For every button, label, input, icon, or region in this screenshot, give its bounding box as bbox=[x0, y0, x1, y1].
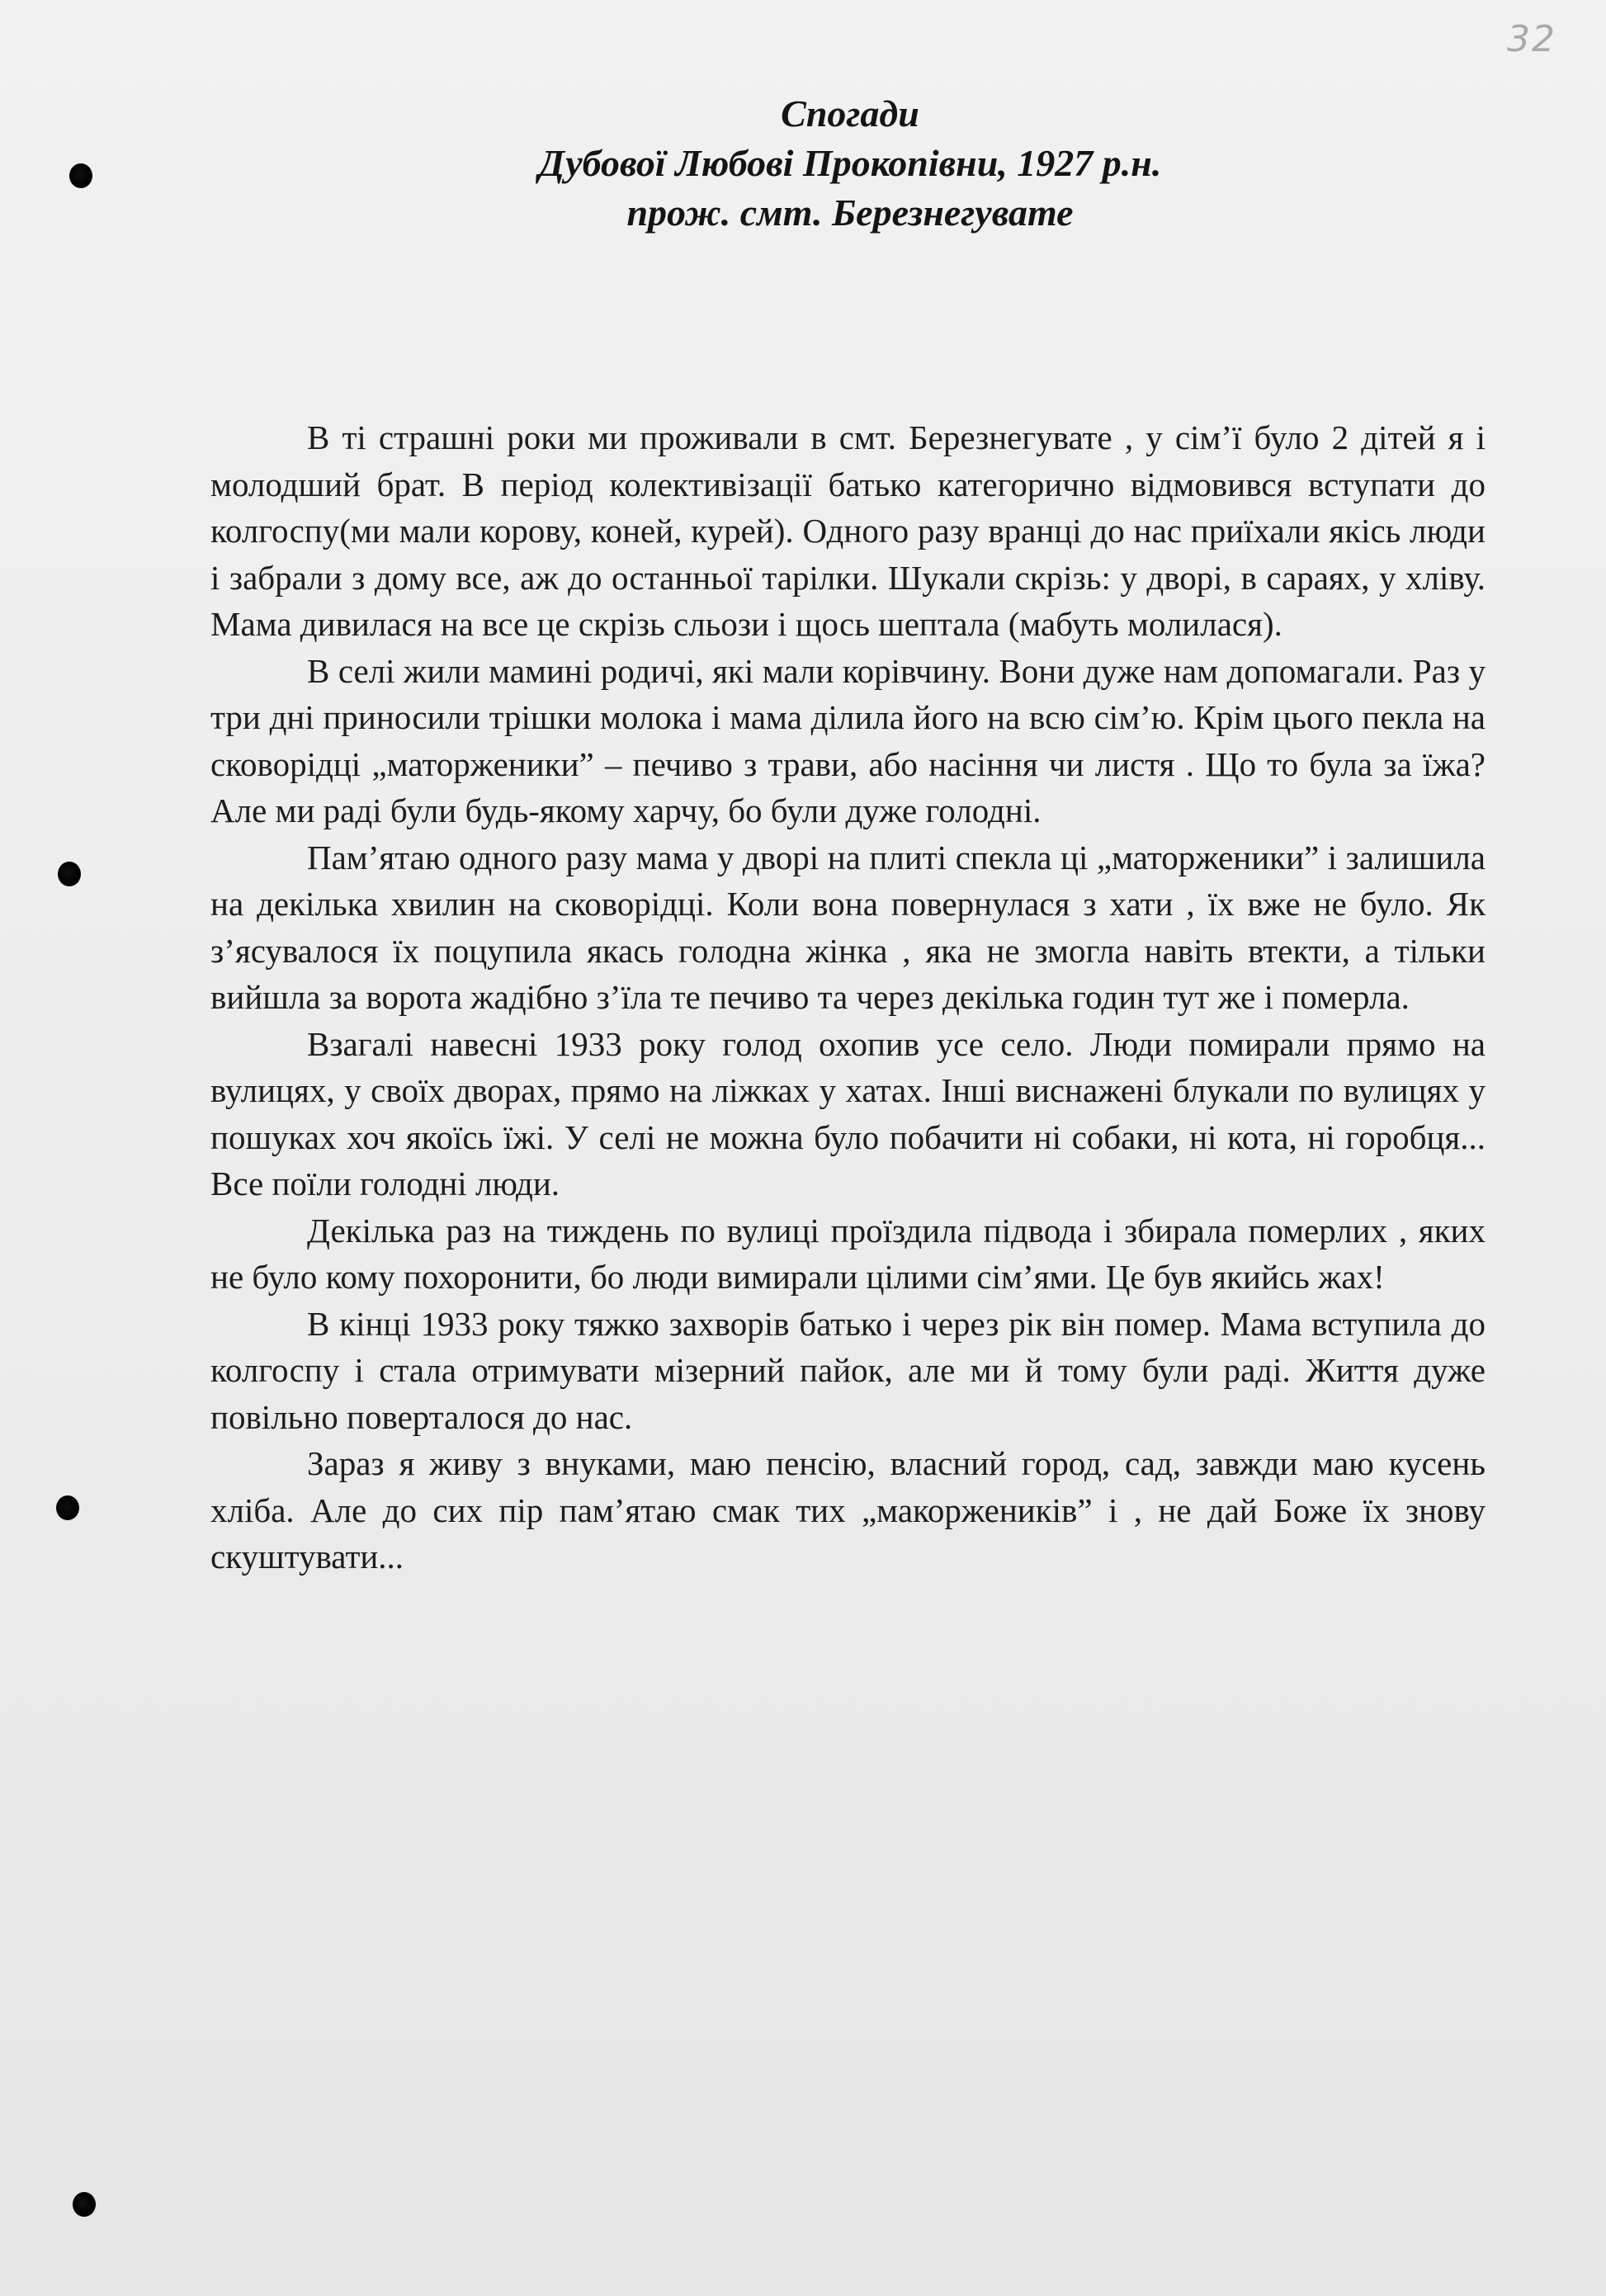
title-line-heading: Спогади bbox=[781, 92, 919, 135]
page-number: 32 bbox=[1507, 18, 1556, 60]
document-title bbox=[0, 89, 1606, 238]
paragraph: В селі жили мамині родичі, які мали корівчину. Вони дуже нам допомагали. Раз у три дні приносили трішки молока і мама ділила його на всю сім’ю. Крім цього пекла на сковорідці „маторженики” – печиво з трави, або насіння чи листя . Що то була за їжа? Але ми раді були будь-якому харчу, бо були дуже голодні. bbox=[210, 651, 1486, 829]
punch-hole bbox=[73, 2192, 96, 2217]
paragraph: Пам’ятаю одного разу мама у дворі на плиті спекла ці „маторженики” і залишила на декілька хвилин на сковорідці. Коли вона повернулася з хати , їх вже не було. Як з’ясувалося їх поцупила якась голодна жінка , яка не змогла навіть втекти, а тільки вийшла за ворота жадібно з’їла те печиво та через декілька годин тут же і померла. bbox=[210, 838, 1486, 1016]
paragraph: В кінці 1933 року тяжко захворів батько і через рік він помер. Мама вступила до колгоспу і стала отримувати мізерний пайок, але ми й тому були раді. Життя дуже повільно поверталося до нас. bbox=[210, 1304, 1486, 1436]
title-line-residence: прож. смт. Березнегувате bbox=[626, 191, 1074, 234]
punch-hole bbox=[56, 1495, 79, 1520]
paragraph: В ті страшні роки ми проживали в смт. Березнегувате , у сім’ї було 2 дітей я і молодший брат. В період колективізації батько категорично відмовився вступати до колгоспу(ми мали корову, коней, курей). Одного разу вранці до нас приїхали якісь люди і забрали з дому все, аж до останньої тарілки. Шукали скрізь: у дворі, в сараях, у хліву. Мама дивилася на все це скрізь сльози і щось шептала (мабуть молилася). bbox=[210, 418, 1486, 643]
punch-hole bbox=[58, 862, 81, 886]
title-line-name: Дубової Любові Прокопівни, 1927 р.н. bbox=[538, 142, 1162, 184]
paragraph: Зараз я живу з внуками, маю пенсію, власний город, сад, завжди маю кусень хліба. Але до сих пір пам’ятаю смак тих „макоржеників” і , не дай Боже їх знову скуштувати... bbox=[210, 1444, 1486, 1576]
paragraph: Взагалі навесні 1933 року голод охопив усе село. Люди помирали прямо на вулицях, у своїх дворах, прямо на ліжках у хатах. Інші виснажені блукали по вулицях у пошуках хоч якоїсь їжі. У селі не можна було побачити ні собаки, ні кота, ні горобця... Все поїли голодні люди. bbox=[210, 1024, 1486, 1202]
paragraph: Декілька раз на тиждень по вулиці проїздила підвода і збирала померлих , яких не було кому похоронити, бо люди вимирали цілими сім’ями. Це був якийсь жах! bbox=[210, 1211, 1486, 1296]
document-body bbox=[210, 414, 1486, 1580]
